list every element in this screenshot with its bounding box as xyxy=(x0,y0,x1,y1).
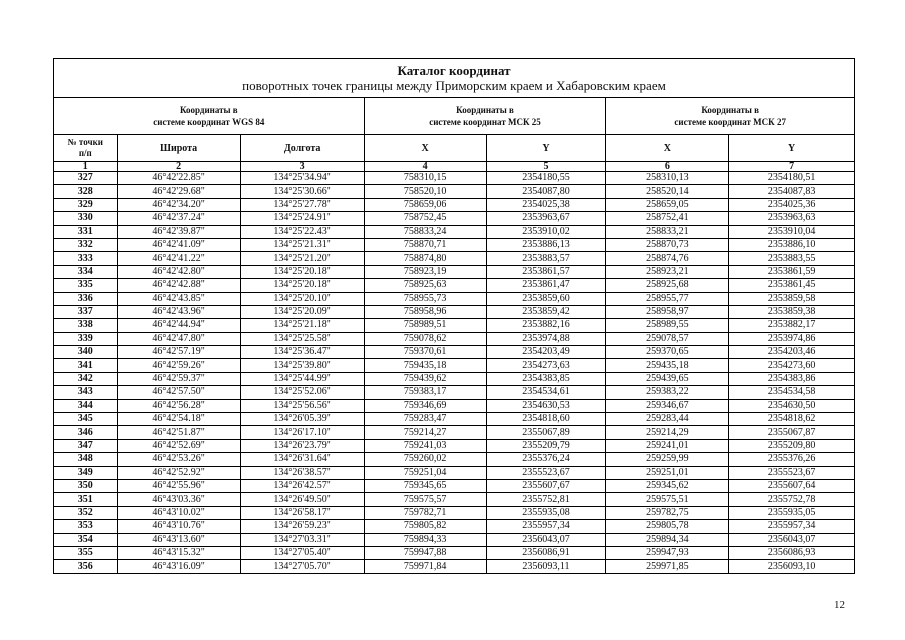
system-header-line: Координаты в xyxy=(701,105,760,115)
cell-y-msk27: 2355376,26 xyxy=(729,453,854,466)
system-header-msk25 xyxy=(364,98,606,135)
cell-y-msk27: 2356093,10 xyxy=(729,560,854,573)
table-row xyxy=(54,546,854,559)
cell-x-msk25: 759782,71 xyxy=(364,506,486,519)
cell-y-msk25: 2355935,08 xyxy=(486,506,606,519)
cell-point-number: 347 xyxy=(54,439,117,452)
point-header-line: № точки xyxy=(67,137,103,147)
column-number: 6 xyxy=(606,162,729,172)
cell-x-msk25: 759283,47 xyxy=(364,413,486,426)
cell-x-msk25: 759345,65 xyxy=(364,479,486,492)
cell-latitude: 46°43'16.09" xyxy=(117,560,240,573)
cell-point-number: 348 xyxy=(54,453,117,466)
cell-x-msk27: 258925,68 xyxy=(606,279,729,292)
cell-latitude: 46°42'22.85" xyxy=(117,172,240,185)
cell-x-msk25: 759805,82 xyxy=(364,520,486,533)
cell-longitude: 134°26'31.64" xyxy=(240,453,364,466)
cell-x-msk25: 758833,24 xyxy=(364,225,486,238)
cell-y-msk25: 2354630,53 xyxy=(486,399,606,412)
cell-y-msk27: 2353883,55 xyxy=(729,252,854,265)
cell-y-msk25: 2353886,13 xyxy=(486,238,606,251)
cell-latitude: 46°43'10.76" xyxy=(117,520,240,533)
cell-point-number: 338 xyxy=(54,319,117,332)
cell-y-msk27: 2355607,64 xyxy=(729,479,854,492)
cell-y-msk27: 2353882,17 xyxy=(729,319,854,332)
cell-longitude: 134°26'23.79" xyxy=(240,439,364,452)
cell-latitude: 46°42'41.22" xyxy=(117,252,240,265)
cell-y-msk27: 2354203,46 xyxy=(729,346,854,359)
cell-x-msk25: 758923,19 xyxy=(364,265,486,278)
cell-longitude: 134°27'05.70" xyxy=(240,560,364,573)
cell-latitude: 46°42'55.96" xyxy=(117,479,240,492)
cell-latitude: 46°43'13.60" xyxy=(117,533,240,546)
table-row xyxy=(54,198,854,211)
cell-x-msk25: 758874,80 xyxy=(364,252,486,265)
cell-latitude: 46°42'52.69" xyxy=(117,439,240,452)
column-number: 2 xyxy=(117,162,240,172)
cell-x-msk27: 259283,44 xyxy=(606,413,729,426)
table-row xyxy=(54,386,854,399)
cell-point-number: 336 xyxy=(54,292,117,305)
cell-x-msk27: 259259,99 xyxy=(606,453,729,466)
cell-point-number: 345 xyxy=(54,413,117,426)
cell-longitude: 134°27'05.40" xyxy=(240,546,364,559)
coordinate-table xyxy=(54,98,854,573)
system-header-wgs84 xyxy=(54,98,364,135)
cell-x-msk27: 259947,93 xyxy=(606,546,729,559)
cell-point-number: 342 xyxy=(54,372,117,385)
table-row xyxy=(54,265,854,278)
page-number: 12 xyxy=(834,599,845,611)
table-row xyxy=(54,493,854,506)
cell-point-number: 344 xyxy=(54,399,117,412)
cell-x-msk27: 259782,75 xyxy=(606,506,729,519)
cell-x-msk27: 259575,51 xyxy=(606,493,729,506)
cell-point-number: 343 xyxy=(54,386,117,399)
cell-latitude: 46°42'42.88" xyxy=(117,279,240,292)
cell-y-msk27: 2353963,63 xyxy=(729,212,854,225)
cell-y-msk25: 2354273,63 xyxy=(486,359,606,372)
cell-point-number: 340 xyxy=(54,346,117,359)
cell-x-msk25: 759241,03 xyxy=(364,439,486,452)
cell-longitude: 134°25'39.80" xyxy=(240,359,364,372)
cell-y-msk27: 2355935,05 xyxy=(729,506,854,519)
cell-x-msk25: 758955,73 xyxy=(364,292,486,305)
cell-point-number: 335 xyxy=(54,279,117,292)
table-row xyxy=(54,399,854,412)
cell-longitude: 134°25'22.43" xyxy=(240,225,364,238)
catalog-title: Каталог координат xyxy=(397,63,511,78)
cell-latitude: 46°42'34.20" xyxy=(117,198,240,211)
cell-y-msk27: 2355752,78 xyxy=(729,493,854,506)
cell-longitude: 134°26'58.17" xyxy=(240,506,364,519)
column-header-x-msk27: X xyxy=(606,135,729,162)
table-row xyxy=(54,346,854,359)
cell-x-msk27: 259894,34 xyxy=(606,533,729,546)
cell-longitude: 134°25'20.10" xyxy=(240,292,364,305)
cell-longitude: 134°25'20.18" xyxy=(240,279,364,292)
table-row xyxy=(54,439,854,452)
table-row xyxy=(54,292,854,305)
cell-latitude: 46°42'43.85" xyxy=(117,292,240,305)
cell-y-msk25: 2354203,49 xyxy=(486,346,606,359)
cell-x-msk27: 259383,22 xyxy=(606,386,729,399)
cell-longitude: 134°25'44.99" xyxy=(240,372,364,385)
cell-latitude: 46°42'57.19" xyxy=(117,346,240,359)
cell-y-msk25: 2354087,80 xyxy=(486,185,606,198)
catalog-title-block xyxy=(54,59,854,98)
cell-y-msk27: 2353859,38 xyxy=(729,305,854,318)
cell-y-msk25: 2355376,24 xyxy=(486,453,606,466)
cell-longitude: 134°25'21.31" xyxy=(240,238,364,251)
cell-latitude: 46°42'51.87" xyxy=(117,426,240,439)
cell-latitude: 46°42'39.87" xyxy=(117,225,240,238)
cell-point-number: 351 xyxy=(54,493,117,506)
cell-x-msk27: 259346,67 xyxy=(606,399,729,412)
cell-x-msk27: 259251,01 xyxy=(606,466,729,479)
cell-latitude: 46°42'54.18" xyxy=(117,413,240,426)
table-row xyxy=(54,453,854,466)
table-row xyxy=(54,466,854,479)
cell-x-msk27: 259435,18 xyxy=(606,359,729,372)
table-row xyxy=(54,372,854,385)
table-row xyxy=(54,225,854,238)
column-number: 3 xyxy=(240,162,364,172)
system-header-name: системе координат МСК 25 xyxy=(429,117,541,127)
cell-longitude: 134°26'38.57" xyxy=(240,466,364,479)
cell-y-msk25: 2355067,89 xyxy=(486,426,606,439)
cell-latitude: 46°42'56.28" xyxy=(117,399,240,412)
cell-y-msk25: 2356086,91 xyxy=(486,546,606,559)
cell-point-number: 339 xyxy=(54,332,117,345)
cell-y-msk27: 2353910,04 xyxy=(729,225,854,238)
cell-latitude: 46°42'52.92" xyxy=(117,466,240,479)
table-row xyxy=(54,413,854,426)
table-row xyxy=(54,252,854,265)
cell-longitude: 134°25'34.94" xyxy=(240,172,364,185)
cell-point-number: 352 xyxy=(54,506,117,519)
cell-latitude: 46°42'47.80" xyxy=(117,332,240,345)
cell-latitude: 46°43'03.36" xyxy=(117,493,240,506)
cell-x-msk27: 258958,97 xyxy=(606,305,729,318)
cell-y-msk25: 2355752,81 xyxy=(486,493,606,506)
cell-y-msk25: 2354025,38 xyxy=(486,198,606,211)
cell-y-msk25: 2354534,61 xyxy=(486,386,606,399)
cell-point-number: 329 xyxy=(54,198,117,211)
cell-x-msk27: 258659,05 xyxy=(606,198,729,211)
cell-y-msk25: 2355607,67 xyxy=(486,479,606,492)
cell-y-msk27: 2353859,58 xyxy=(729,292,854,305)
cell-point-number: 356 xyxy=(54,560,117,573)
cell-longitude: 134°25'24.91" xyxy=(240,212,364,225)
cell-y-msk25: 2353963,67 xyxy=(486,212,606,225)
coordinate-catalog-sheet xyxy=(53,58,855,574)
cell-y-msk27: 2355957,34 xyxy=(729,520,854,533)
cell-y-msk27: 2355523,67 xyxy=(729,466,854,479)
cell-y-msk27: 2353861,45 xyxy=(729,279,854,292)
cell-latitude: 46°42'59.26" xyxy=(117,359,240,372)
cell-x-msk25: 759435,18 xyxy=(364,359,486,372)
cell-latitude: 46°42'37.24" xyxy=(117,212,240,225)
cell-y-msk27: 2355209,80 xyxy=(729,439,854,452)
cell-y-msk25: 2353861,47 xyxy=(486,279,606,292)
cell-longitude: 134°25'52.06" xyxy=(240,386,364,399)
cell-y-msk27: 2354180,51 xyxy=(729,172,854,185)
table-row xyxy=(54,520,854,533)
cell-x-msk25: 758520,10 xyxy=(364,185,486,198)
column-header-longitude: Долгота xyxy=(240,135,364,162)
cell-longitude: 134°25'30.66" xyxy=(240,185,364,198)
cell-x-msk25: 759370,61 xyxy=(364,346,486,359)
table-row xyxy=(54,359,854,372)
cell-y-msk27: 2354534,58 xyxy=(729,386,854,399)
cell-longitude: 134°26'05.39" xyxy=(240,413,364,426)
cell-longitude: 134°25'21.18" xyxy=(240,319,364,332)
cell-x-msk25: 759251,04 xyxy=(364,466,486,479)
cell-y-msk25: 2353974,88 xyxy=(486,332,606,345)
column-number: 4 xyxy=(364,162,486,172)
table-row xyxy=(54,533,854,546)
cell-x-msk25: 759971,84 xyxy=(364,560,486,573)
table-row xyxy=(54,185,854,198)
system-header-name: системе координат WGS 84 xyxy=(153,117,265,127)
cell-x-msk25: 758958,96 xyxy=(364,305,486,318)
cell-latitude: 46°42'42.80" xyxy=(117,265,240,278)
cell-x-msk27: 259241,01 xyxy=(606,439,729,452)
cell-y-msk25: 2356043,07 xyxy=(486,533,606,546)
cell-x-msk25: 758925,63 xyxy=(364,279,486,292)
cell-x-msk25: 758752,45 xyxy=(364,212,486,225)
cell-y-msk25: 2353910,02 xyxy=(486,225,606,238)
system-header-msk27 xyxy=(606,98,854,135)
cell-longitude: 134°26'17.10" xyxy=(240,426,364,439)
cell-x-msk25: 759439,62 xyxy=(364,372,486,385)
cell-y-msk25: 2353882,16 xyxy=(486,319,606,332)
cell-latitude: 46°42'29.68" xyxy=(117,185,240,198)
cell-x-msk25: 759575,57 xyxy=(364,493,486,506)
cell-point-number: 354 xyxy=(54,533,117,546)
cell-point-number: 350 xyxy=(54,479,117,492)
cell-y-msk25: 2353883,57 xyxy=(486,252,606,265)
cell-x-msk25: 759078,62 xyxy=(364,332,486,345)
cell-y-msk27: 2354087,83 xyxy=(729,185,854,198)
cell-latitude: 46°42'57.50" xyxy=(117,386,240,399)
cell-y-msk27: 2353886,10 xyxy=(729,238,854,251)
cell-longitude: 134°25'36.47" xyxy=(240,346,364,359)
cell-x-msk27: 258989,55 xyxy=(606,319,729,332)
cell-y-msk27: 2353974,86 xyxy=(729,332,854,345)
cell-y-msk27: 2354273,60 xyxy=(729,359,854,372)
cell-x-msk27: 258870,73 xyxy=(606,238,729,251)
cell-latitude: 46°42'59.37" xyxy=(117,372,240,385)
cell-longitude: 134°26'42.57" xyxy=(240,479,364,492)
cell-x-msk25: 758310,15 xyxy=(364,172,486,185)
column-header-latitude: Широта xyxy=(117,135,240,162)
cell-longitude: 134°25'21.20" xyxy=(240,252,364,265)
cell-point-number: 330 xyxy=(54,212,117,225)
cell-point-number: 334 xyxy=(54,265,117,278)
cell-x-msk27: 258833,21 xyxy=(606,225,729,238)
cell-latitude: 46°42'53.26" xyxy=(117,453,240,466)
cell-x-msk27: 259439,65 xyxy=(606,372,729,385)
cell-x-msk27: 258874,76 xyxy=(606,252,729,265)
system-header-line: Координаты в xyxy=(456,105,514,115)
cell-x-msk27: 258310,13 xyxy=(606,172,729,185)
cell-x-msk27: 259078,57 xyxy=(606,332,729,345)
column-number: 7 xyxy=(729,162,854,172)
cell-longitude: 134°25'56.56" xyxy=(240,399,364,412)
cell-point-number: 337 xyxy=(54,305,117,318)
cell-y-msk25: 2355523,67 xyxy=(486,466,606,479)
cell-x-msk27: 259805,78 xyxy=(606,520,729,533)
column-header-y-msk25: Y xyxy=(486,135,606,162)
cell-longitude: 134°25'25.58" xyxy=(240,332,364,345)
table-row xyxy=(54,332,854,345)
table-row xyxy=(54,212,854,225)
cell-point-number: 353 xyxy=(54,520,117,533)
cell-y-msk25: 2353859,42 xyxy=(486,305,606,318)
cell-x-msk25: 759947,88 xyxy=(364,546,486,559)
cell-point-number: 355 xyxy=(54,546,117,559)
cell-x-msk25: 759894,33 xyxy=(364,533,486,546)
cell-y-msk27: 2354630,50 xyxy=(729,399,854,412)
cell-x-msk25: 759383,17 xyxy=(364,386,486,399)
cell-x-msk27: 258520,14 xyxy=(606,185,729,198)
column-number: 1 xyxy=(54,162,117,172)
table-row xyxy=(54,426,854,439)
table-row xyxy=(54,305,854,318)
table-row xyxy=(54,479,854,492)
cell-y-msk27: 2354818,62 xyxy=(729,413,854,426)
cell-x-msk25: 758659,06 xyxy=(364,198,486,211)
cell-y-msk25: 2353861,57 xyxy=(486,265,606,278)
cell-x-msk27: 259214,29 xyxy=(606,426,729,439)
cell-x-msk27: 259971,85 xyxy=(606,560,729,573)
cell-x-msk25: 758989,51 xyxy=(364,319,486,332)
point-header-line: п/п xyxy=(78,148,92,158)
cell-longitude: 134°25'27.78" xyxy=(240,198,364,211)
column-number: 5 xyxy=(486,162,606,172)
cell-longitude: 134°26'49.50" xyxy=(240,493,364,506)
cell-y-msk25: 2355957,34 xyxy=(486,520,606,533)
cell-y-msk25: 2354818,60 xyxy=(486,413,606,426)
cell-point-number: 346 xyxy=(54,426,117,439)
cell-latitude: 46°42'43.96" xyxy=(117,305,240,318)
table-row xyxy=(54,319,854,332)
cell-y-msk25: 2353859,60 xyxy=(486,292,606,305)
cell-y-msk25: 2356093,11 xyxy=(486,560,606,573)
cell-x-msk27: 259370,65 xyxy=(606,346,729,359)
cell-y-msk25: 2354383,85 xyxy=(486,372,606,385)
cell-x-msk25: 759346,69 xyxy=(364,399,486,412)
cell-point-number: 332 xyxy=(54,238,117,251)
table-row xyxy=(54,279,854,292)
system-header-name: системе координат МСК 27 xyxy=(674,117,786,127)
cell-y-msk27: 2353861,59 xyxy=(729,265,854,278)
cell-y-msk27: 2356043,07 xyxy=(729,533,854,546)
cell-y-msk25: 2355209,79 xyxy=(486,439,606,452)
column-header-y-msk27: Y xyxy=(729,135,854,162)
system-header-line: Координаты в xyxy=(179,105,238,115)
cell-latitude: 46°42'41.09" xyxy=(117,238,240,251)
cell-x-msk25: 758870,71 xyxy=(364,238,486,251)
cell-x-msk27: 259345,62 xyxy=(606,479,729,492)
cell-x-msk27: 258955,77 xyxy=(606,292,729,305)
cell-longitude: 134°25'20.18" xyxy=(240,265,364,278)
cell-latitude: 46°43'10.02" xyxy=(117,506,240,519)
cell-longitude: 134°25'20.09" xyxy=(240,305,364,318)
cell-x-msk27: 258923,21 xyxy=(606,265,729,278)
cell-y-msk25: 2354180,55 xyxy=(486,172,606,185)
column-header-point xyxy=(54,135,117,162)
cell-x-msk25: 759260,02 xyxy=(364,453,486,466)
cell-y-msk27: 2354383,86 xyxy=(729,372,854,385)
cell-longitude: 134°26'59.23" xyxy=(240,520,364,533)
cell-y-msk27: 2354025,36 xyxy=(729,198,854,211)
cell-y-msk27: 2356086,93 xyxy=(729,546,854,559)
cell-point-number: 341 xyxy=(54,359,117,372)
table-row xyxy=(54,560,854,573)
column-header-x-msk25: X xyxy=(364,135,486,162)
table-row xyxy=(54,506,854,519)
cell-y-msk27: 2355067,87 xyxy=(729,426,854,439)
cell-latitude: 46°43'15.32" xyxy=(117,546,240,559)
cell-x-msk27: 258752,41 xyxy=(606,212,729,225)
table-row xyxy=(54,172,854,185)
cell-point-number: 328 xyxy=(54,185,117,198)
cell-point-number: 333 xyxy=(54,252,117,265)
cell-latitude: 46°42'44.94" xyxy=(117,319,240,332)
cell-longitude: 134°27'03.31" xyxy=(240,533,364,546)
cell-point-number: 349 xyxy=(54,466,117,479)
cell-point-number: 327 xyxy=(54,172,117,185)
table-row xyxy=(54,238,854,251)
cell-x-msk25: 759214,27 xyxy=(364,426,486,439)
cell-point-number: 331 xyxy=(54,225,117,238)
catalog-subtitle: поворотных точек границы между Приморским краем и Хабаровским краем xyxy=(242,78,666,93)
